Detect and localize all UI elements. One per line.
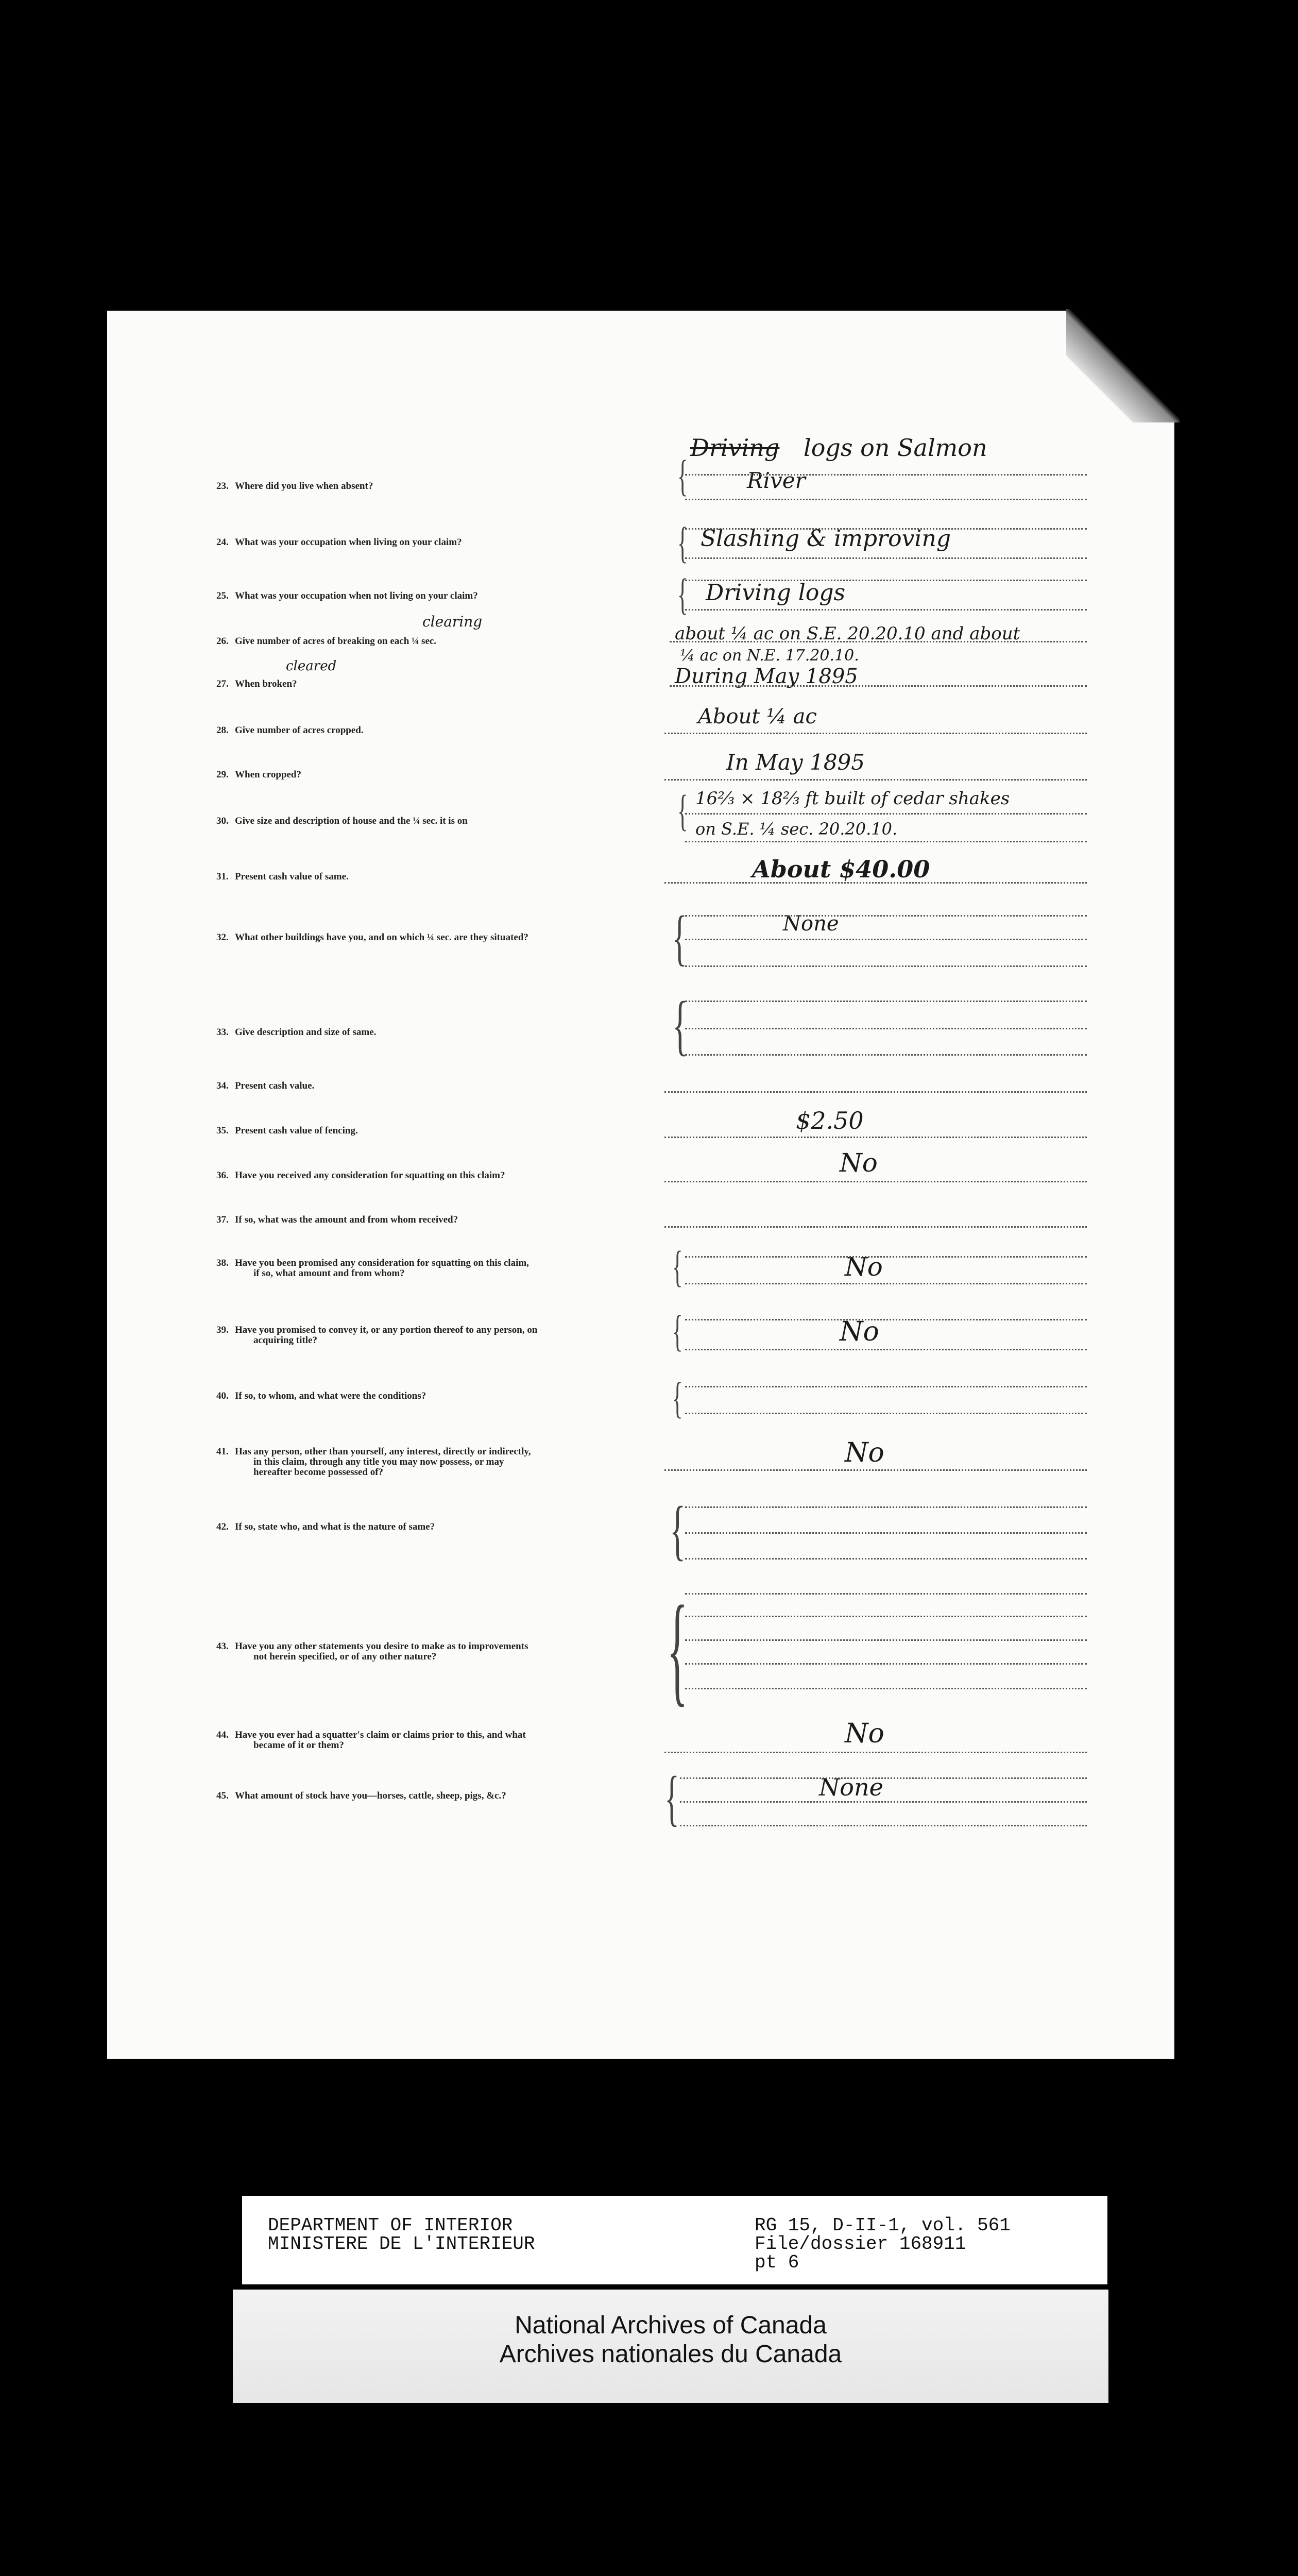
answer-41: No — [845, 1437, 884, 1468]
answer-line — [664, 1181, 1087, 1182]
record-group: RG 15, D-II-1, vol. 561 — [755, 2215, 1011, 2236]
answer-line — [664, 1469, 1087, 1471]
question-31: 31. Present cash value of same. — [216, 871, 349, 882]
archives-name-banner — [233, 2290, 1108, 2403]
archives-name-french: Archives nationales du Canada — [499, 2341, 842, 2368]
answer-line — [664, 1091, 1087, 1093]
answer-39: No — [840, 1316, 879, 1347]
answer-line — [685, 1506, 1087, 1508]
answer-line — [685, 1386, 1087, 1387]
answer-line — [685, 1663, 1087, 1665]
answer-30-line2: on S.E. ¼ sec. 20.20.10. — [695, 819, 898, 839]
answer-23: River — [747, 468, 806, 493]
archives-name-english: National Archives of Canada — [515, 2312, 827, 2339]
question-40: 40. If so, to whom, and what were the conditions? — [216, 1391, 426, 1401]
answer-line — [685, 499, 1087, 500]
question-28: 28. Give number of acres cropped. — [216, 725, 364, 736]
answer-29: In May 1895 — [726, 750, 865, 775]
question-44: 44. Have you ever had a squatter's claim or claims prior to this, and what became of it or them? — [216, 1730, 526, 1751]
answer-line — [685, 1319, 1087, 1320]
answer-36: No — [840, 1148, 878, 1178]
brace: { — [677, 518, 688, 567]
brace: { — [667, 1580, 688, 1717]
insert-27: cleared — [286, 658, 337, 674]
answer-line — [664, 1226, 1087, 1228]
answer-44: No — [845, 1718, 884, 1749]
answer-line — [664, 1137, 1087, 1138]
answer-line — [685, 528, 1087, 530]
answer-line — [685, 915, 1087, 917]
department-french: MINISTERE DE L'INTERIEUR — [268, 2233, 535, 2255]
answer-line — [685, 474, 1087, 476]
answer-31: About $40.00 — [752, 855, 930, 883]
answer-28: About ¼ ac — [698, 705, 817, 728]
brace: { — [672, 988, 689, 1062]
answer-line — [680, 1801, 1087, 1803]
brace: { — [672, 903, 687, 972]
question-33: 33. Give description and size of same. — [216, 1027, 377, 1038]
question-42: 42. If so, state who, and what is the nature of same? — [216, 1521, 435, 1532]
brace: { — [664, 1764, 679, 1832]
answer-26: about ¼ ac on S.E. 20.20.10 and about — [675, 623, 1020, 644]
answer-line — [685, 939, 1087, 940]
question-32: 32. What other buildings have you, and on which ¼ sec. are they situated? — [216, 932, 528, 943]
answer-line — [664, 882, 1087, 884]
brace: { — [677, 569, 688, 619]
answer-line — [685, 1639, 1087, 1641]
answer-45: None — [819, 1773, 883, 1801]
answer-line — [685, 1283, 1087, 1284]
answer-line — [670, 641, 1087, 642]
answer-line — [685, 1054, 1087, 1056]
answer-line — [685, 1532, 1087, 1534]
question-39: 39. Have you promised to convey it, or any portion thereof to any person, on acquiring title? — [216, 1325, 538, 1346]
answer-25: Driving logs — [706, 580, 846, 606]
answer-line — [685, 1001, 1087, 1002]
answer-23-extra: logs on Salmon — [804, 434, 987, 462]
answer-line — [664, 733, 1087, 734]
question-38: 38. Have you been promised any consideration for squatting on this claim, if so, what amount and from whom? — [216, 1258, 529, 1279]
answer-line — [685, 841, 1087, 842]
answer-35: $2.50 — [796, 1107, 864, 1134]
answer-line — [670, 685, 1087, 687]
question-37: 37. If so, what was the amount and from whom received? — [216, 1214, 458, 1225]
part-number: pt 6 — [755, 2252, 799, 2273]
answer-line — [664, 779, 1087, 781]
file-number: File/dossier 168911 — [755, 2233, 966, 2255]
question-26: 26. Give number of acres of breaking on each ¼ sec. — [216, 636, 437, 647]
brace: { — [672, 1373, 683, 1422]
brace: { — [677, 451, 688, 500]
answer-38: No — [845, 1252, 883, 1282]
answer-line — [685, 609, 1087, 611]
answer-27: During May 1895 — [675, 665, 858, 688]
answer-line — [685, 965, 1087, 967]
answer-line — [685, 580, 1087, 581]
brace: { — [672, 1306, 683, 1355]
question-43: 43. Have you any other statements you desire to make as to improvements not herein specified, or of any other nature? — [216, 1641, 528, 1662]
answer-line — [685, 557, 1087, 559]
question-27: 27. When broken? — [216, 679, 297, 689]
answer-line — [680, 1825, 1087, 1826]
question-41: 41. Has any person, other than yourself, any interest, directly or indirectly, in this claim, through any title you may now possess, or may hereafter become possessed of? — [216, 1446, 531, 1478]
answer-line — [685, 1616, 1087, 1617]
answer-30: 16⅔ × 18⅔ ft built of cedar shakes — [695, 788, 1010, 809]
folded-corner — [1066, 309, 1180, 422]
brace: { — [672, 1242, 683, 1291]
answer-line — [685, 1256, 1087, 1258]
answer-line — [685, 813, 1087, 815]
answer-32: None — [783, 912, 839, 936]
answer-line — [685, 1349, 1087, 1350]
question-30: 30. Give size and description of house and the ¼ sec. it is on — [216, 816, 468, 826]
brace: { — [670, 1493, 686, 1567]
answer-line — [664, 1752, 1087, 1753]
answer-line — [685, 1688, 1087, 1689]
archive-reference-label — [242, 2196, 1107, 2284]
insert-26: clearing — [422, 613, 483, 630]
answer-line — [685, 1413, 1087, 1414]
question-25: 25. What was your occupation when not living on your claim? — [216, 590, 478, 601]
question-34: 34. Present cash value. — [216, 1080, 315, 1091]
answer-line — [680, 1777, 1087, 1779]
brace: { — [677, 786, 688, 835]
department-english: DEPARTMENT OF INTERIOR — [268, 2215, 513, 2236]
answer-line — [685, 1558, 1087, 1560]
question-24: 24. What was your occupation when living on your claim? — [216, 537, 462, 548]
answer-24: Slashing & improving — [701, 526, 951, 552]
question-45: 45. What amount of stock have you—horses, cattle, sheep, pigs, &c.? — [216, 1790, 506, 1801]
question-23: 23. Where did you live when absent? — [216, 481, 373, 492]
question-35: 35. Present cash value of fencing. — [216, 1125, 358, 1136]
question-36: 36. Have you received any consideration for squatting on this claim? — [216, 1170, 505, 1181]
answer-line — [685, 1028, 1087, 1029]
answer-23-struck: Driving — [690, 434, 780, 462]
question-29: 29. When cropped? — [216, 769, 301, 780]
answer-line — [685, 1593, 1087, 1595]
answer-26-line2: ¼ ac on N.E. 17.20.10. — [680, 647, 859, 665]
